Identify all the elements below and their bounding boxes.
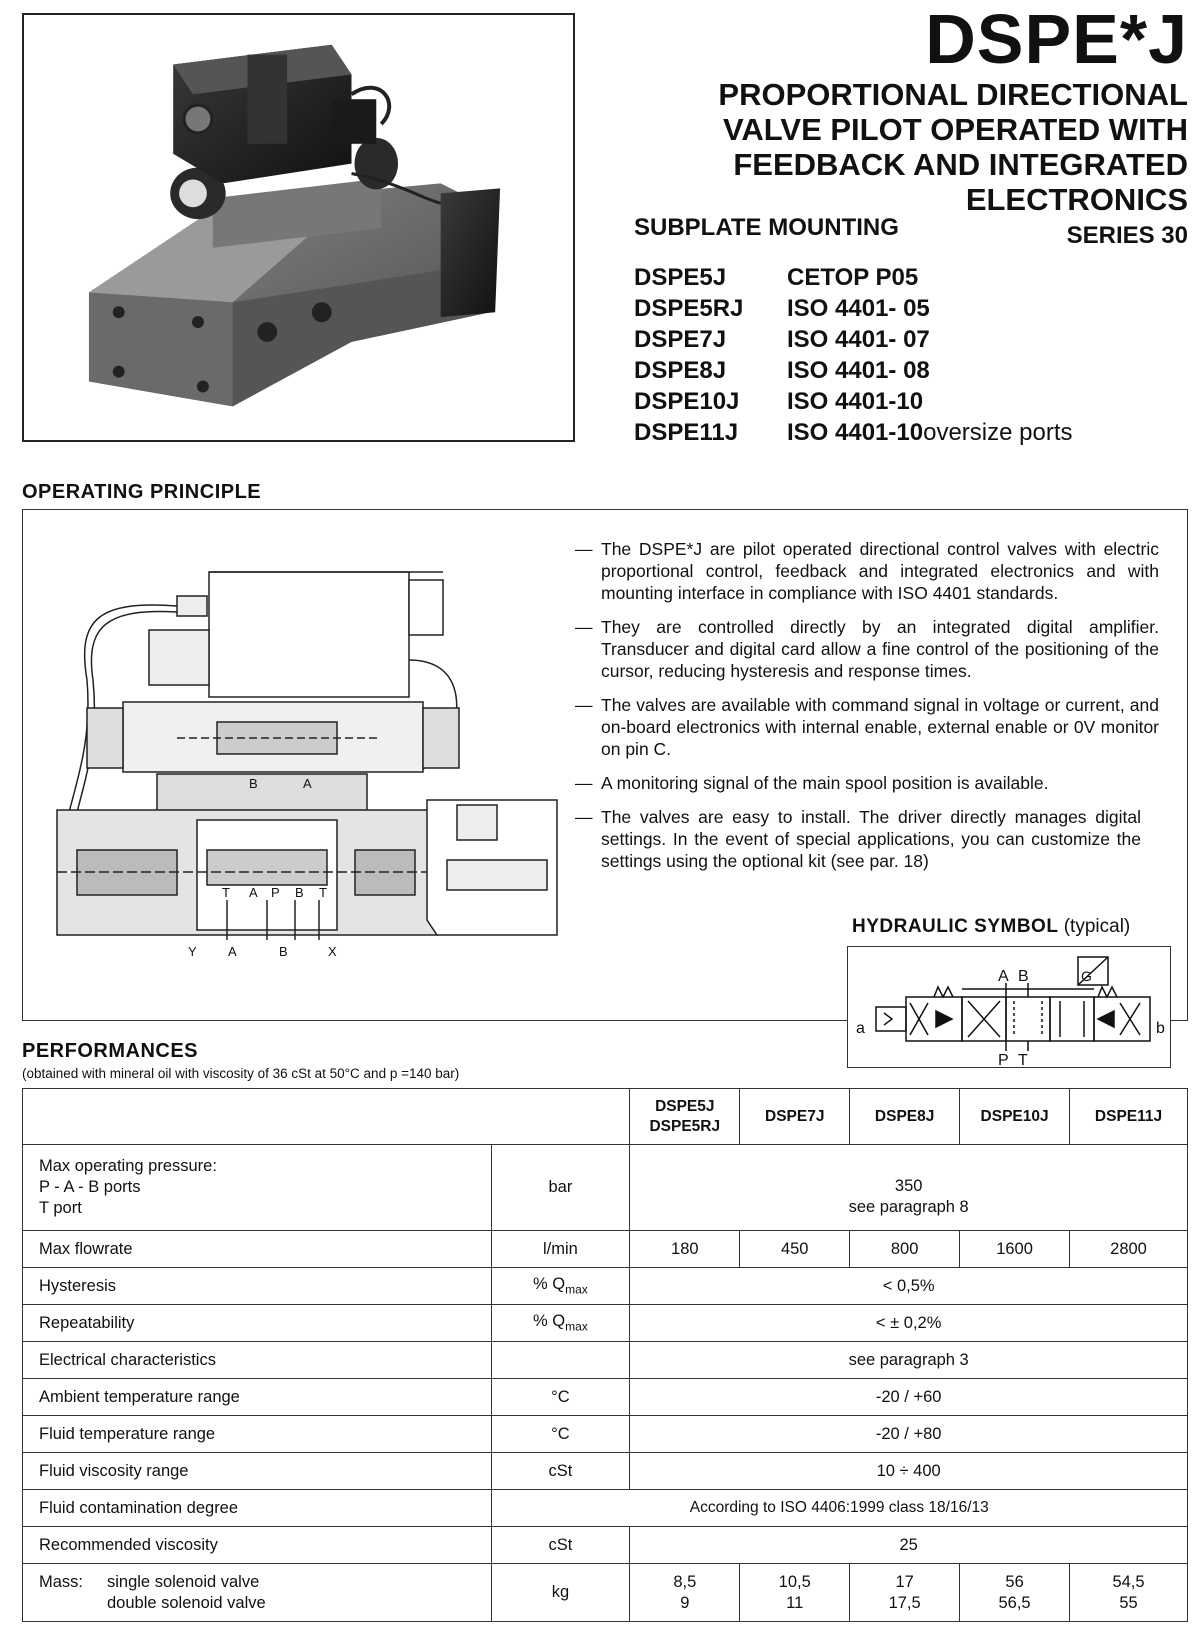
table-row [23, 1145, 1188, 1231]
table-row [23, 1231, 1188, 1268]
bullet-item [575, 538, 1159, 604]
row-label: Recommended viscosity [23, 1527, 492, 1564]
table-row [23, 1527, 1188, 1564]
model-list [634, 262, 1072, 448]
row-value: < ± 0,2% [630, 1305, 1188, 1342]
model-row [634, 262, 1072, 293]
mounting-type: SUBPLATE MOUNTING [634, 214, 899, 241]
model-note: oversize ports [923, 419, 1073, 446]
table-row [23, 1342, 1188, 1379]
diagram-label: B [295, 885, 304, 900]
table-row [23, 1379, 1188, 1416]
diagram-label: A [303, 776, 312, 791]
row-label: Fluid contamination degree [23, 1490, 492, 1527]
table-row [23, 1268, 1188, 1305]
title-line: FEEDBACK AND INTEGRATED [733, 147, 1188, 182]
hydraulic-label: P [998, 1052, 1009, 1069]
row-value: According to ISO 4406:1999 class 18/16/13 [491, 1490, 1188, 1527]
row-unit: °C [491, 1416, 630, 1453]
bullet-dash: — [575, 617, 593, 637]
diagram-label: T [222, 885, 230, 900]
model-row [634, 324, 1072, 355]
product-photo [22, 13, 575, 442]
product-code: DSPE*J [925, 0, 1188, 78]
table-row [23, 1564, 1188, 1622]
bullet-text: A monitoring signal of the main spool position is available. [601, 773, 1049, 793]
bullet-text: They are controlled directly by an integrated digital amplifier. Transducer and digital card allow a fine control of the positioning of the cursor, reducing hysteresis and response times. [601, 617, 1159, 681]
valve-section-diagram [37, 560, 577, 960]
model-standard: ISO 4401- 05 [787, 295, 930, 322]
bullet-text: The DSPE*J are pilot operated directional control valves with electric proportional control, feedback and integrated electronics and with mounting interface in compliance with ISO 4401 standards. [601, 539, 1159, 603]
row-unit [491, 1342, 630, 1379]
row-value: 2800 [1070, 1231, 1188, 1268]
model-code: DSPE5RJ [634, 295, 744, 322]
row-unit: kg [491, 1564, 630, 1622]
model-standard: ISO 4401- 07 [787, 326, 930, 353]
bullet-dash: — [575, 773, 593, 793]
diagram-label: B [279, 944, 288, 959]
row-value: 350 see paragraph 8 [630, 1145, 1188, 1231]
diagram-label: T [319, 885, 327, 900]
row-value: 1600 [960, 1231, 1070, 1268]
hydraulic-label: A [998, 968, 1009, 985]
hydraulic-label: G [1081, 968, 1092, 984]
hydraulic-symbol [848, 947, 1172, 1069]
model-row [634, 386, 1072, 417]
model-standard: ISO 4401-10 [787, 388, 924, 415]
bullet-item [575, 772, 1159, 794]
row-value: 8,5 9 [630, 1564, 740, 1622]
table-header-row [23, 1089, 1188, 1145]
product-title [718, 77, 1188, 217]
model-row [634, 355, 1072, 386]
model-code: DSPE8J [634, 357, 727, 384]
row-unit: °C [491, 1379, 630, 1416]
row-value: 17 17,5 [850, 1564, 960, 1622]
diagram-label: X [328, 944, 337, 959]
row-unit: bar [491, 1145, 630, 1231]
row-unit: cSt [491, 1527, 630, 1564]
row-value: 10,5 11 [740, 1564, 850, 1622]
model-standard: CETOP P05 [787, 264, 919, 291]
hydraulic-label: T [1018, 1052, 1028, 1069]
row-label: Fluid temperature range [23, 1416, 492, 1453]
model-code: DSPE5J [634, 264, 727, 291]
row-value: -20 / +60 [630, 1379, 1188, 1416]
performances-subheading: (obtained with mineral oil with viscosity of 36 cSt at 50°C and p =140 bar) [22, 1066, 460, 1081]
row-value: 450 [740, 1231, 850, 1268]
title-line: ELECTRONICS [965, 182, 1188, 217]
performances-heading: PERFORMANCES [22, 1040, 199, 1062]
row-value: see paragraph 3 [630, 1342, 1188, 1379]
column-header: DSPE11J [1070, 1089, 1188, 1145]
model-code: DSPE10J [634, 388, 740, 415]
row-value: 180 [630, 1231, 740, 1268]
operating-principle-box [22, 509, 1188, 1021]
diagram-label: A [249, 885, 258, 900]
column-header: DSPE7J [740, 1089, 850, 1145]
hydraulic-symbol-title [852, 916, 1130, 938]
row-label: Electrical characteristics [23, 1342, 492, 1379]
hydraulic-label: a [856, 1020, 865, 1037]
model-code: DSPE7J [634, 326, 727, 353]
bullet-dash: — [575, 539, 593, 559]
title-line: VALVE PILOT OPERATED WITH [723, 112, 1188, 147]
performances-table [22, 1088, 1188, 1622]
operating-bullets [575, 538, 1159, 884]
row-value: 800 [850, 1231, 960, 1268]
row-value: < 0,5% [630, 1268, 1188, 1305]
diagram-label: B [249, 776, 258, 791]
row-unit: % $Q_{max}$ [491, 1305, 630, 1342]
bullet-item [575, 694, 1159, 760]
hydraulic-title-qualifier: (typical) [1058, 916, 1131, 937]
model-code: DSPE11J [634, 419, 739, 446]
diagram-label: Y [188, 944, 197, 959]
model-row [634, 293, 1072, 324]
hydraulic-symbol-box [847, 946, 1171, 1068]
model-standard: ISO 4401-10 [787, 419, 924, 446]
row-label: Repeatability [23, 1305, 492, 1342]
row-value: 56 56,5 [960, 1564, 1070, 1622]
row-unit: % $Q_{max}$ [491, 1268, 630, 1305]
row-label: Fluid viscosity range [23, 1453, 492, 1490]
table-row [23, 1305, 1188, 1342]
row-unit: l/min [491, 1231, 630, 1268]
model-row [634, 417, 1072, 448]
title-line: PROPORTIONAL DIRECTIONAL [718, 77, 1188, 112]
row-label: Max operating pressure: P - A - B ports T port [23, 1145, 492, 1231]
diagram-label: P [271, 885, 280, 900]
row-value: -20 / +80 [630, 1416, 1188, 1453]
bullet-text: The valves are available with command signal in voltage or current, and on-board electronics with internal enable, external enable or 0V monitor on pin C. [601, 695, 1159, 759]
row-label: Mass: single solenoid valve double solenoid valve [23, 1564, 492, 1622]
operating-principle-heading: OPERATING PRINCIPLE [22, 481, 262, 503]
table-row [23, 1453, 1188, 1490]
bullet-dash: — [575, 695, 593, 715]
table-row [23, 1490, 1188, 1527]
hydraulic-title-text: HYDRAULIC SYMBOL [852, 916, 1059, 937]
bullet-item [575, 616, 1159, 682]
row-value: 25 [630, 1527, 1188, 1564]
column-header: DSPE10J [960, 1089, 1070, 1145]
hydraulic-label: b [1156, 1020, 1165, 1037]
column-header: DSPE8J [850, 1089, 960, 1145]
row-label: Max flowrate [23, 1231, 492, 1268]
hydraulic-label: B [1018, 968, 1029, 985]
series-label: SERIES 30 [1066, 222, 1188, 249]
header-blank [23, 1089, 630, 1145]
row-label: Ambient temperature range [23, 1379, 492, 1416]
row-unit: cSt [491, 1453, 630, 1490]
row-value: 54,5 55 [1070, 1564, 1188, 1622]
bullet-dash: — [575, 807, 593, 827]
column-header: DSPE5J DSPE5RJ [630, 1089, 740, 1145]
diagram-label: A [228, 944, 237, 959]
valve-photo-illustration [24, 15, 573, 440]
bullet-text: The valves are easy to install. The driver directly manages digital settings. In the event of special applications, you can customize the settings using the optional kit (see par. 18) [601, 807, 1141, 871]
row-value: 10 ÷ 400 [630, 1453, 1188, 1490]
model-standard: ISO 4401- 08 [787, 357, 930, 384]
row-label: Hysteresis [23, 1268, 492, 1305]
table-row [23, 1416, 1188, 1453]
bullet-item [575, 806, 1159, 872]
